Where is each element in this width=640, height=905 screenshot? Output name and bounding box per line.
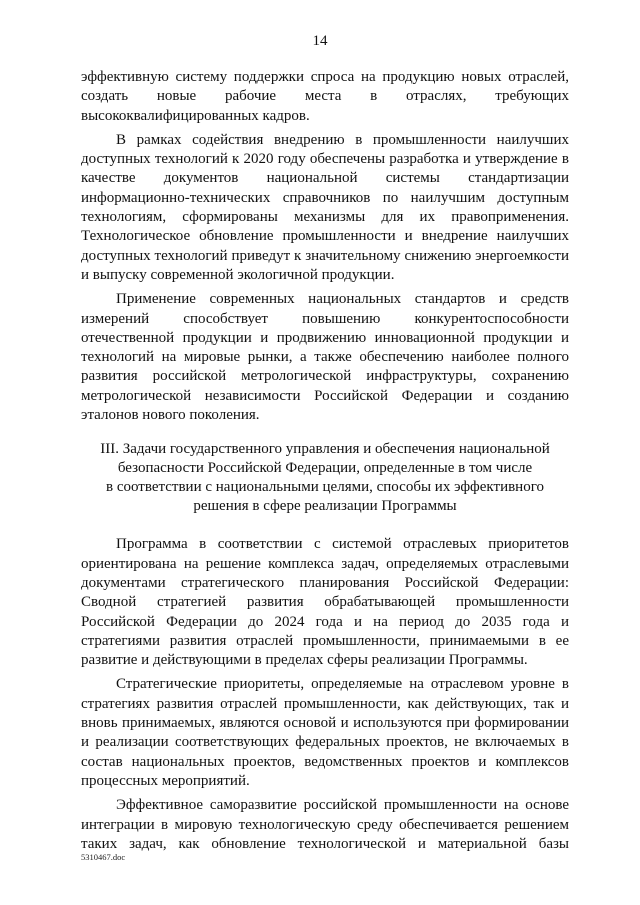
section-heading-line: в соответствии с национальными целями, способы их эффективного: [106, 479, 544, 496]
paragraph-self-development: Эффективное саморазвитие российской промышленности на основе интеграции в мировую технологическую среду обеспечивается решением таких задач, как обновление технологической и материальной базы: [81, 797, 569, 852]
document-filename: 5310467.doc: [81, 852, 126, 862]
section-heading-line: безопасности Российской Федерации, определенные в том числе: [117, 460, 533, 477]
section-heading-line: решения в сфере реализации Программы: [193, 498, 457, 515]
paragraph-standards: Применение современных национальных стандартов и средств измерений способствует повышению конкурентоспособности отечественной продукции и продвижению инновационной продукции и технологий на мировые рынки, а также обеспечению наиболее полного развития российской метрологической инфраструктуры, сохранению метрологической независимости Российской Федерации и созданию эталонов нового поколения.: [81, 291, 569, 424]
document-body: [81, 68, 569, 854]
section-heading-line: III. Задачи государственного управления и обеспечения национальной: [100, 441, 550, 458]
paragraph-program-tasks: Программа в соответствии с системой отраслевых приоритетов ориентирована на решение комплекса задач, определяемых отраслевыми документами стратегического планирования Российской Федерации: Сводной стратегией развития обрабатывающей промышленности Российской Федерации до 2024 года и на период до 2035 года и стратегиями развития отраслей промышленности, принимаемыми в ее развитие и действующими в пределах сферы реализации Программы.: [81, 536, 569, 669]
paragraph-strategic-priorities: Стратегические приоритеты, определяемые на отраслевом уровне в стратегиях развития отраслей промышленности, как действующих, так и вновь принимаемых, являются основой и используются при формировании и реализации соответствующих федеральных проектов, не включаемых в состав национальных проектов, ведомственных проектов и комплексов процессных мероприятий.: [81, 676, 569, 789]
paragraph-continuation: эффективную систему поддержки спроса на продукцию новых отраслей, создать новые рабочие места в отраслях, требующих высококвалифицированных кадров.: [81, 69, 569, 124]
section-heading: [81, 440, 569, 516]
paragraph-best-technologies: В рамках содействия внедрению в промышленности наилучших доступных технологий к 2020 году обеспечены разработка и утверждение в качестве документов национальной системы стандартизации информационно-технических справочников по наилучшим доступным технологиям, сформированы механизмы для их правоприменения. Технологическое обновление промышленности и внедрение наилучших доступных технологий приведут к значительному снижению энергоемкости и выпуску современной экологичной продукции.: [81, 131, 569, 283]
page-number: 14: [312, 33, 328, 49]
